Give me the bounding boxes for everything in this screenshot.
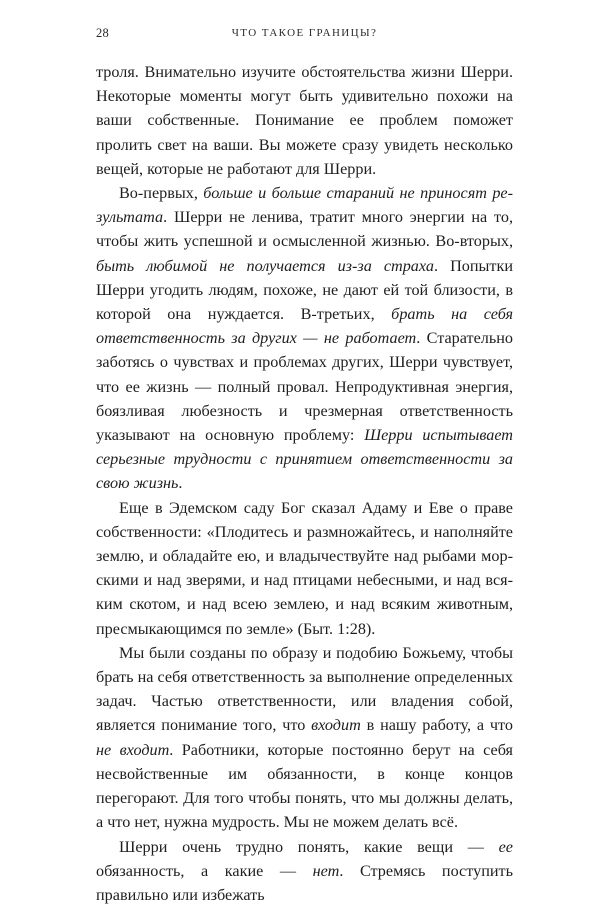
italic-text: нет	[313, 862, 340, 880]
page-header	[96, 26, 513, 44]
italic-text: быть любимой не получается из-за страха	[96, 257, 434, 275]
italic-text: входит	[311, 716, 361, 734]
italic-text: ее	[499, 838, 513, 856]
paragraph	[96, 496, 513, 641]
text-run: Во-первых,	[119, 184, 203, 202]
paragraph	[96, 835, 513, 907]
body-text	[96, 60, 513, 907]
text-run: Еще в Эдемском саду Бог сказал Адаму и Еве о праве собственности: «Плодитесь и размножайтесь, и наполняйте землю, и обладайте ею, и владычествуйте над рыбами морскими и над зверями, и над птицами небесными, и над всяким скотом, и над всею землею, и над всяким животным, пресмыкающимся по земле» (Быт. 1:28).	[96, 499, 513, 638]
page-number: 28	[96, 26, 109, 41]
text-run: . Попытки Шерри угодить людям, похоже, не дают ей той близости, в которой она нуждается. В-третьих,	[96, 257, 513, 323]
italic-text: не входит	[96, 741, 169, 759]
text-run: троля. Внимательно изучите обстоятельства жизни Шерри. Некоторые моменты могут быть удивительно похожи на ваши собственные. Понимание ее проблем поможет пролить свет на ваши. Вы можете сразу увидеть несколько вещей, которые не работают для Шерри.	[96, 63, 513, 178]
text-run: Шерри очень трудно понять, какие вещи —	[119, 838, 499, 856]
paragraph	[96, 60, 513, 181]
running-title: ЧТО ТАКОЕ ГРАНИЦЫ?	[96, 27, 513, 39]
text-run: в нашу работу, а что	[361, 716, 513, 734]
paragraph	[96, 181, 513, 496]
text-run: . Работники, которые постоянно берут на себя несвойственные им обязанности, в конце концов перегорают. Для того чтобы понять, что мы должны делать, а что нет, нужна мудрость. Мы не можем делать всё.	[96, 741, 513, 832]
text-run: . Старательно заботясь о чувствах и проблемах других, Шерри чувствует, что ее жизнь — полный провал. Непродуктивная энергия, боязливая любезность и чрезмерная ответственность указывают на основную проблему:	[96, 329, 513, 444]
text-run: . Стремясь поступить правильно или избежать	[96, 862, 513, 904]
paragraph	[96, 641, 513, 835]
text-run: Мы были созданы по образу и подобию Божьему, чтобы брать на себя ответственность за выполнение определенных задач. Частью ответственности, или владения собой, является понимание того, что	[96, 644, 513, 735]
italic-text: больше и больше стараний не приносят результата	[96, 184, 513, 226]
italic-text: Шерри испытывает серьезные трудности с принятием ответственности за свою жизнь	[96, 426, 513, 492]
italic-text: брать на себя ответственность за других — не работает	[96, 305, 513, 347]
text-run: обязанность, а какие —	[96, 862, 313, 880]
text-run: .	[178, 474, 182, 492]
text-run: . Шерри не ленива, тратит много энергии на то, чтобы жить успешной и осмысленной жизнью. Во-вторых,	[96, 208, 513, 250]
